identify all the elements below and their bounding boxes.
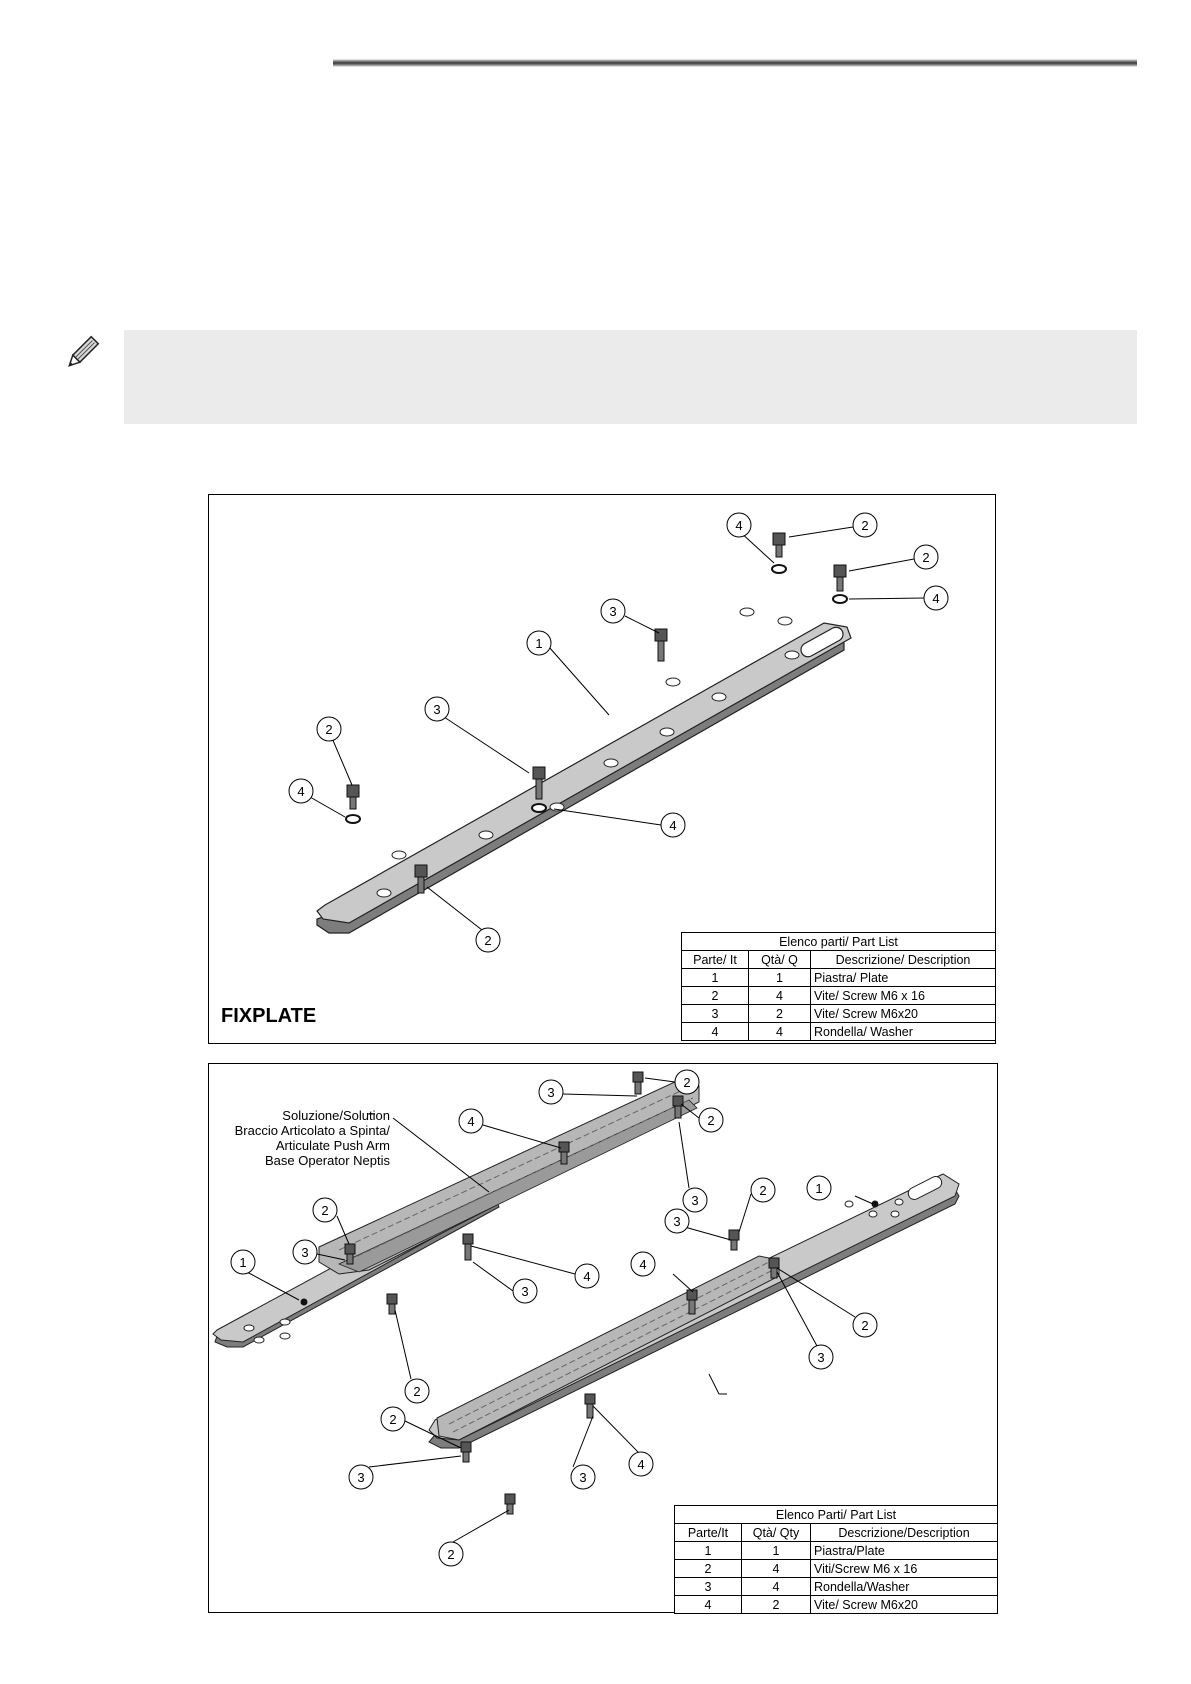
table-row [682, 1023, 996, 1041]
cell: 1 [675, 1542, 742, 1560]
cell: 3 [682, 1005, 749, 1023]
cell: Vite/ Screw M6x20 [811, 1596, 998, 1614]
callout-2: 2 [759, 1183, 767, 1198]
column-header: Parte/ It [682, 951, 749, 969]
table-row [675, 1596, 998, 1614]
callout-4: 4 [735, 518, 743, 533]
column-header: Qtà/ Qty [742, 1524, 811, 1542]
callout-4: 4 [639, 1257, 647, 1272]
callout-2: 2 [447, 1547, 455, 1562]
solution-line: Base Operator Neptis [264, 1153, 390, 1168]
cell: Piastra/Plate [811, 1542, 998, 1560]
callout-2: 2 [683, 1075, 691, 1090]
cell: Vite/ Screw M6 x 16 [811, 987, 996, 1005]
callout-3: 3 [673, 1214, 681, 1229]
screws [346, 533, 847, 893]
callout-1: 1 [535, 636, 543, 651]
callout-3: 3 [521, 1284, 529, 1299]
cell: Vite/ Screw M6x20 [811, 1005, 996, 1023]
part-list-title: Elenco parti/ Part List [682, 933, 996, 951]
solution-line: Soluzione/Solution [282, 1108, 390, 1123]
callout-3: 3 [579, 1470, 587, 1485]
cell: 2 [675, 1560, 742, 1578]
column-header: Qtà/ Q [749, 951, 811, 969]
cell: 4 [675, 1596, 742, 1614]
callout-2: 2 [389, 1412, 397, 1427]
solution-label [222, 1108, 390, 1168]
cell: 4 [682, 1023, 749, 1041]
cell: 1 [742, 1542, 811, 1560]
callout-4: 4 [637, 1457, 645, 1472]
cell: 3 [675, 1578, 742, 1596]
callout-4: 4 [932, 591, 940, 606]
cell: 4 [749, 1023, 811, 1041]
callout-3: 3 [817, 1350, 825, 1365]
cell: Rondella/Washer [811, 1578, 998, 1596]
callout-3: 3 [547, 1085, 555, 1100]
solution-line: Articulate Push Arm [275, 1138, 390, 1153]
callout-2: 2 [321, 1203, 329, 1218]
callout-3: 3 [609, 604, 617, 619]
callout-4: 4 [297, 784, 305, 799]
callout-4: 4 [669, 818, 677, 833]
cell: 4 [742, 1578, 811, 1596]
cell: Viti/Screw M6 x 16 [811, 1560, 998, 1578]
header-rule [333, 59, 1137, 67]
cell: 1 [682, 969, 749, 987]
column-header: Parte/It [675, 1524, 742, 1542]
callout-2: 2 [484, 933, 492, 948]
table-row [682, 1005, 996, 1023]
callout-3: 3 [691, 1193, 699, 1208]
column-header: Descrizione/ Description [811, 951, 996, 969]
table-row [675, 1542, 998, 1560]
solution-line: Braccio Articolato a Spinta/ [234, 1123, 390, 1138]
callout-2: 2 [325, 722, 333, 737]
callout-2: 2 [861, 1318, 869, 1333]
cell: 2 [749, 1005, 811, 1023]
callout-3: 3 [357, 1470, 365, 1485]
rail-lower [437, 1256, 779, 1440]
table-row [682, 969, 996, 987]
callout-2: 2 [413, 1384, 421, 1399]
callout-2: 2 [922, 550, 930, 565]
table-row [675, 1560, 998, 1578]
table-row [675, 1578, 998, 1596]
part-list-table [674, 1505, 998, 1614]
cell: Piastra/ Plate [811, 969, 996, 987]
callout-1: 1 [239, 1255, 247, 1270]
callout-4: 4 [583, 1269, 591, 1284]
table-row [682, 987, 996, 1005]
cell: 2 [682, 987, 749, 1005]
cell: 4 [749, 987, 811, 1005]
part-list-title: Elenco Parti/ Part List [675, 1506, 998, 1524]
column-header: Descrizione/Description [811, 1524, 998, 1542]
callout-3: 3 [433, 702, 441, 717]
figure-title: FIXPLATE [221, 1005, 317, 1027]
callout-1: 1 [815, 1181, 823, 1196]
note-box [124, 330, 1137, 424]
plate [317, 623, 851, 923]
cell: 1 [749, 969, 811, 987]
callout-2: 2 [707, 1113, 715, 1128]
callout-4: 4 [467, 1114, 475, 1129]
callout-2: 2 [861, 518, 869, 533]
pencil-icon [62, 333, 102, 373]
cell: 4 [742, 1560, 811, 1578]
cell: Rondella/ Washer [811, 1023, 996, 1041]
callout-3: 3 [301, 1245, 309, 1260]
cell: 2 [742, 1596, 811, 1614]
part-list-table [681, 932, 996, 1041]
